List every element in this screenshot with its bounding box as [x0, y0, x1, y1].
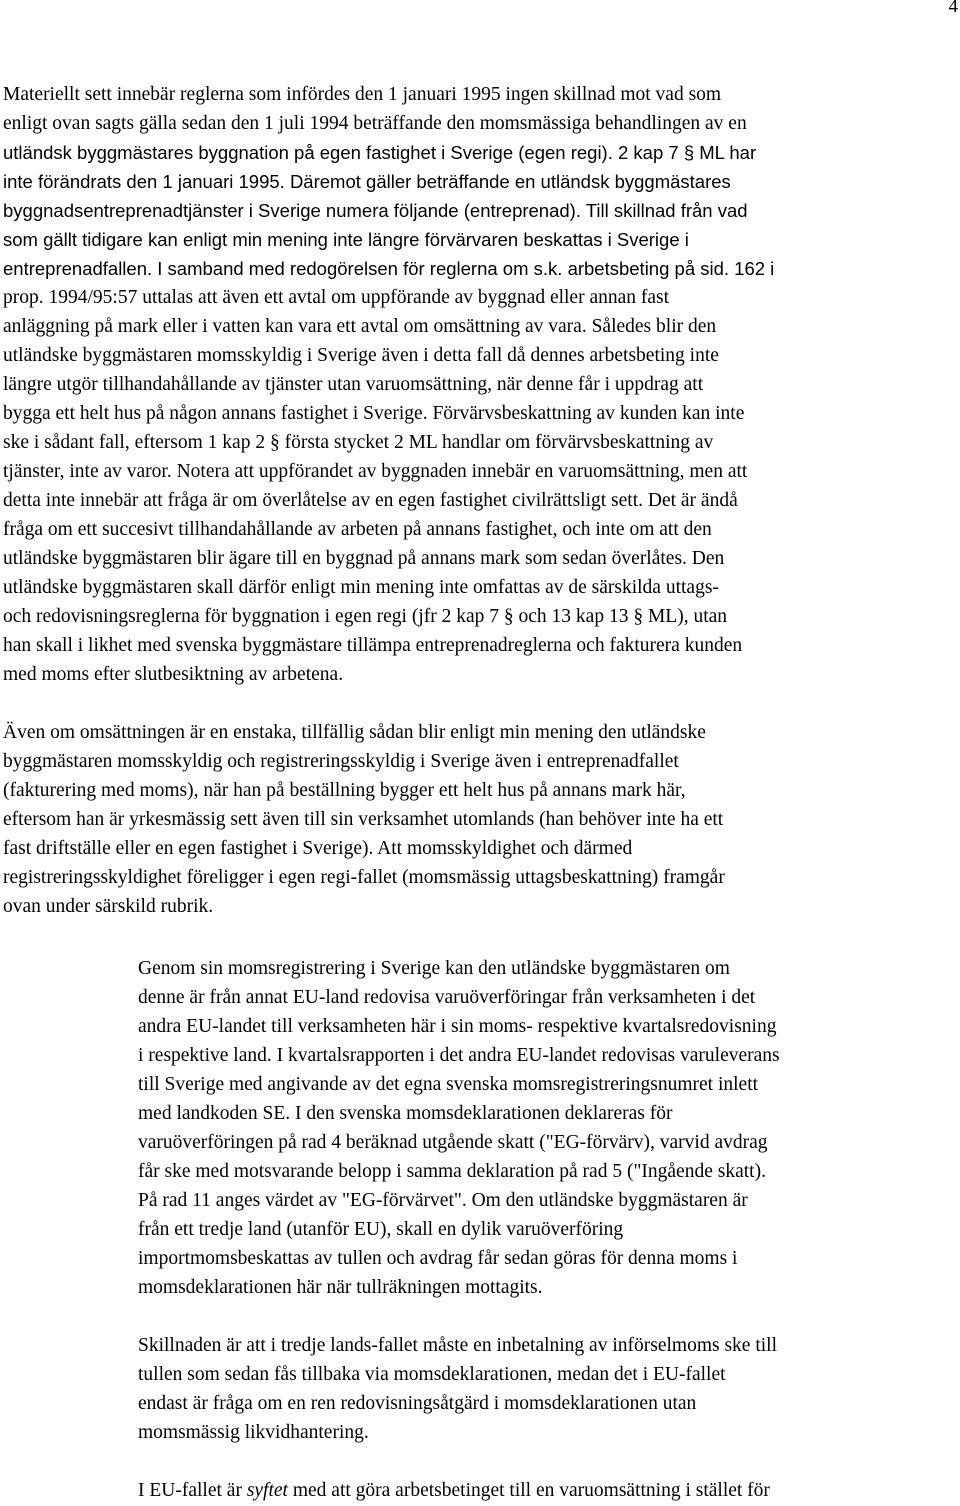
- text-line: utländske byggmästaren blir ägare till en byggnad på annans mark som sedan överlåtes. Den: [3, 548, 725, 569]
- text-line: han skall i likhet med svenska byggmästare tillämpa entreprenadreglerna och fakturera kunden: [3, 635, 743, 656]
- text-line: anläggning på mark eller i vatten kan vara ett avtal om omsättning av vara. Således blir den: [3, 316, 717, 337]
- text-line: utländske byggmästaren momsskyldig i Sverige även i detta fall då dennes arbetsbeting inte: [3, 345, 719, 366]
- text-line: längre utgör tillhandahållande av tjänster utan varuomsättning, när denne får i uppdrag att: [3, 374, 704, 395]
- text-line: Även om omsättningen är en enstaka, tillfällig sådan blir enligt min mening den utländske: [3, 722, 706, 743]
- paragraph-aven-om: [3, 718, 725, 921]
- page-number: 4: [948, 0, 958, 17]
- text-line: importmomsbeskattas av tullen och avdrag får sedan göras för denna moms i: [138, 1248, 738, 1269]
- text-line: till Sverige med angivande av det egna svenska momsregistreringsnumret inlett: [138, 1074, 759, 1095]
- text-line: utländske byggmästaren skall därför enligt min mening inte omfattas av de särskilda uttags-: [3, 577, 719, 598]
- text-line: enligt ovan sagts gälla sedan den 1 juli 1994 beträffande den momsmässiga behandlingen av en: [3, 113, 747, 134]
- text-line: utländsk byggmästares byggnation på egen fastighet i Sverige (egen regi). 2 kap 7 § ML har: [3, 142, 757, 163]
- text-line: registreringsskyldighet föreligger i egen regi-fallet (momsmässig uttagsbeskattning) framgår: [3, 867, 725, 888]
- text-line: endast är fråga om en ren redovisningsåtgärd i momsdeklarationen utan: [138, 1393, 697, 1414]
- text-line: med moms efter slutbesiktning av arbetena.: [3, 664, 344, 685]
- text-line: På rad 11 anges värdet av "EG-förvärvet". Om den utländske byggmästaren är: [138, 1190, 748, 1211]
- text-line: varuöverföringen på rad 4 beräknad utgående skatt ("EG-förvärv), varvid avdrag: [138, 1132, 768, 1153]
- text-line: tjänster, inte av varor. Notera att uppförandet av byggnaden innebär en varuomsättning, men att: [3, 461, 748, 482]
- text-line: prop. 1994/95:57 uttalas att även ett avtal om uppförande av byggnad eller annan fast: [3, 287, 670, 308]
- text-line: bygga ett helt hus på någon annans fastighet i Sverige. Förvärvsbeskattning av kunden kan inte: [3, 403, 745, 424]
- text-line: i respektive land. I kvartalsrapporten i det andra EU-landet redovisas varuleverans: [138, 1045, 780, 1066]
- text-line: andra EU-landet till verksamheten här i sin moms- respektive kvartalsredovisning: [138, 1016, 777, 1037]
- text-line: byggmästaren momsskyldig och registreringsskyldig i Sverige även i entreprenadfallet: [3, 751, 679, 772]
- text-line: ske i sådant fall, eftersom 1 kap 2 § första stycket 2 ML handlar om förvärvsbeskattning av: [3, 432, 714, 453]
- text-line: detta inte innebär att fråga är om överlåtelse av en egen fastighet civilrättsligt sett. Det är ändå: [3, 490, 738, 511]
- indented-paragraph-skillnaden: [138, 1331, 777, 1447]
- text-run: I EU-fallet är: [138, 1480, 247, 1501]
- text-line: inte förändrats den 1 januari 1995. Däremot gäller beträffande en utländsk byggmästares: [3, 171, 731, 192]
- text-line: entreprenadfallen. I samband med redogörelsen för reglerna om s.k. arbetsbeting på sid. 162 i: [3, 258, 775, 279]
- text-line: tullen som sedan fås tillbaka via momsdeklarationen, medan det i EU-fallet: [138, 1364, 726, 1385]
- text-line: från ett tredje land (utanför EU), skall en dylik varuöverföring: [138, 1219, 624, 1240]
- text-line: som gällt tidigare kan enligt min mening inte längre förvärvaren beskattas i Sverige i: [3, 229, 689, 250]
- text-line: momsmässig likvidhantering.: [138, 1422, 369, 1443]
- text-line: momsdeklarationen här när tullräkningen mottagits.: [138, 1277, 543, 1298]
- emphasized-word: syftet: [246, 1480, 288, 1501]
- text-line: byggnadsentreprenadtjänster i Sverige numera följande (entreprenad). Till skillnad från vad: [3, 200, 748, 221]
- text-line: med landkoden SE. I den svenska momsdeklarationen deklareras för: [138, 1103, 673, 1124]
- text-line: och redovisningsreglerna för byggnation i egen regi (jfr 2 kap 7 § och 13 kap 13 § ML), utan: [3, 606, 728, 627]
- text-line: eftersom han är yrkesmässig sett även till sin verksamhet utomlands (han behöver inte ha ett: [3, 809, 724, 830]
- text-line: Materiellt sett innebär reglerna som infördes den 1 januari 1995 ingen skillnad mot vad som: [3, 84, 722, 105]
- text-line: ovan under särskild rubrik.: [3, 896, 214, 917]
- paragraph-materiellt: [3, 80, 774, 689]
- text-run: med att göra arbetsbetinget till en varuomsättning i stället för: [287, 1480, 770, 1501]
- text-line: Skillnaden är att i tredje lands-fallet måste en inbetalning av införselmoms ske till: [138, 1335, 777, 1356]
- text-line: fråga om ett succesivt tillhandahållande av arbeten på annans fastighet, och inte om att den: [3, 519, 712, 540]
- text-line: Genom sin momsregistrering i Sverige kan den utländske byggmästaren om: [138, 958, 730, 979]
- text-line: [138, 1476, 770, 1505]
- indented-paragraph-momsregistrering: [138, 954, 780, 1302]
- indented-paragraph-eu-fallet: [138, 1476, 770, 1505]
- text-line: denne är från annat EU-land redovisa varuöverföringar från verksamheten i det: [138, 987, 756, 1008]
- text-line: får ske med motsvarande belopp i samma deklaration på rad 5 ("Ingående skatt).: [138, 1161, 766, 1182]
- text-line: (fakturering med moms), när han på beställning bygger ett helt hus på annans mark här,: [3, 780, 686, 801]
- text-line: fast driftställe eller en egen fastighet i Sverige). Att momsskyldighet och därmed: [3, 838, 633, 859]
